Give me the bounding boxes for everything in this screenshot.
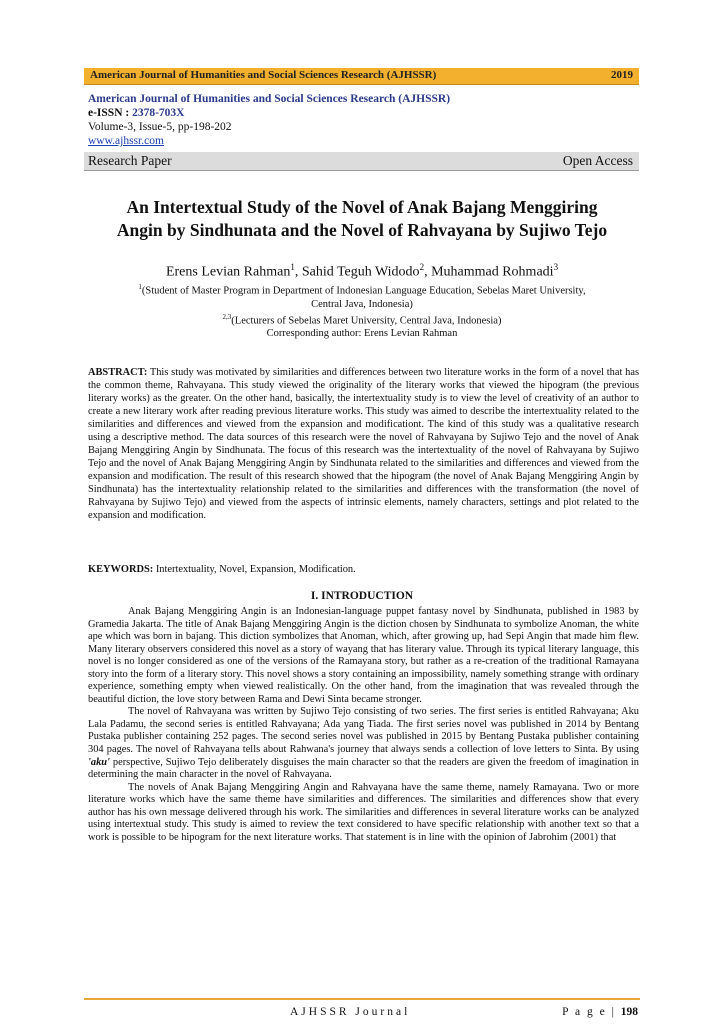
- affil-sup-1: 1: [138, 283, 142, 291]
- introduction-body: [88, 606, 639, 844]
- issn-label: e-ISSN :: [88, 107, 133, 119]
- header-journal-title: American Journal of Humanities and Social Sciences Research (AJHSSR): [90, 69, 437, 81]
- paragraph-2-part-b: perspective, Sujiwo Tejo deliberately disguises the main character so that the readers are given the freedom of imagination in determining the main character in the novel of Rahvayana.: [88, 756, 639, 781]
- paragraph-2-italic: 'aku': [88, 756, 110, 768]
- journal-website-link[interactable]: www.ajhssr.com: [88, 135, 164, 147]
- footer-divider: [84, 998, 640, 1000]
- paper-type: Research Paper: [88, 153, 172, 168]
- affiliations: [84, 281, 640, 340]
- footer-journal-name: AJHSSR Journal: [290, 1006, 411, 1018]
- keywords-text: Intertextuality, Novel, Expansion, Modification.: [153, 564, 356, 575]
- header-year: 2019: [611, 69, 633, 81]
- author-3: Muhammad Rohmadi: [431, 264, 554, 280]
- author-2-sup: 2: [419, 262, 425, 272]
- title-line-1: An Intertextual Study of the Novel of Anak Bajang Menggiring: [126, 197, 598, 217]
- author-3-sup: 3: [553, 262, 559, 272]
- section-heading-introduction: I. INTRODUCTION: [310, 590, 414, 602]
- paragraph-2-part-a: The novel of Rahvayana was written by Sujiwo Tejo consisting of two series. The first series is entitled Rahvayana; Aku Lala Padamu, the second series is entitled Rahvayana; Ada yang Tiada. The first series novel was published in 2014 by Bentang Pustaka publisher containing 252 pages. The second series novel was published in 2015 by Bentang Pustaka publisher containing 304 pages. The novel of Rahvayana tells about Rahwana's journey that always sends a collection of love letters to Sinta. By using: [88, 706, 639, 756]
- journal-info: [88, 92, 640, 148]
- paper-type-bar: [84, 152, 639, 171]
- issn-number: 2378-703X: [132, 107, 185, 119]
- paper-title: [84, 196, 640, 242]
- author-1-sup: 1: [290, 262, 295, 272]
- affil-line-2: Central Java, Indonesia): [311, 298, 413, 310]
- affil-sup-2: 2,3: [222, 312, 232, 321]
- paragraph-1: Anak Bajang Menggiring Angin is an Indonesian-language puppet fantasy novel by Sindhunata, published in 1983 by Gramedia Jakarta. The title of Anak Bajang Menggiring Angin is the diction chosen by Sindhunata to symbolize Anoman, the white ape which was born in bajang. This diction symbolizes that Anoman, which, after growing up, had Sepi Angin that made him flew. Many literary observers considered this novel as a story of wayang that has literary value. Through its typical literary language, this novel is no longer considered as one of the versions of the Ramayana story, but rather as a re-creation of the traditional Ramayana story into the form of a literary story. This novel shows a story containing an impossibility, namely something strange with ordinary experience, something empty when viewed realistically. On the other hand, from the imagination that was revealed through the beautiful diction, the love story between Rama and Dewi Sinta became stronger.: [88, 606, 639, 705]
- footer-page-label: P a g e |: [562, 1006, 621, 1018]
- affil-line-3: (Lecturers of Sebelas Maret University, Central Java, Indonesia): [231, 315, 502, 326]
- author-1: Erens Levian Rahman: [165, 264, 291, 280]
- keywords-label: KEYWORDS:: [88, 564, 154, 575]
- abstract-text: This study was motivated by similarities and differences between two literature works in the form of a novel that has the common theme, Rahvayana. This study viewed the originality of the literary works that viewed the hipogram (the previous literary works) as the greater. On the other hand, basically, the intertextuality study is to view the level of creativity of an author to create a new literary work after reading previous literature works. This study was aimed to describe the intertextuality related to the similarities and differences and viewed from the expansion and modificationt. The kind of this study was a qualitative research using a descriptive method. The data sources of this research were the novel of Rahvayana by Sujiwo Tejo and the novel of Anak Bajang Menggiring Angin by Sindhunata. The focus of this research was the intertextuality of the novel of Rahvayana by Sujiwo Tejo and the novel of Anak Bajang Menggiring Angin by Sindhunata related to the similarities and differences and viewed from the expansion and modification. The result of this research showed that the hipogram (the novel of Anak Bajang Menggiring Angin by Sindhunata) has the intertextuality relationship related to the similarities and differences with the transformation (the novel of Rahvayana by Sujiwo Tejo) and viewed from the aspects of intrinsic elements, namely characters, settings and plot related to the expansion and modification.: [88, 367, 639, 521]
- abstract-label: ABSTRACT:: [88, 367, 148, 378]
- paragraph-3: The novels of Anak Bajang Menggiring Angin and Rahvayana have the same theme, namely Ramayana. Two or more literature works which have the same theme have similarities and differences. The similarities and differences show that every author has his own message delivered through his work. The similarities and differences in several literature works can be analyzed using intertextual study. This study is aimed to review the text considered to have specific relationship with another text so that a work is possible to be hipogram for the next literature works. That statement is in line with the opinion of Jabrohim (2001) that: [88, 781, 639, 843]
- footer-page-number: 198: [620, 1006, 638, 1018]
- corresponding-author: Corresponding author: Erens Levian Rahman: [266, 328, 458, 339]
- author-list: Erens Levian Rahman$^1$, Sahid Teguh Widodo$^2$, Muhammad Rohmadi$^3$: [165, 262, 559, 280]
- title-line-2: Angin by Sindhunata and the Novel of Rahvayana by Sujiwo Tejo: [116, 220, 608, 240]
- paragraph-2: [88, 706, 639, 781]
- access-type: Open Access: [562, 153, 633, 168]
- journal-header-bar: [84, 68, 639, 85]
- issn-line: [88, 106, 640, 120]
- volume-info: Volume-3, Issue-5, pp-198-202: [88, 121, 232, 133]
- keywords: [88, 563, 639, 576]
- footer-page: [562, 1006, 638, 1018]
- journal-name: American Journal of Humanities and Social Sciences Research (AJHSSR): [88, 93, 451, 105]
- author-2: Sahid Teguh Widodo: [301, 264, 420, 280]
- affil-line-1: (Student of Master Program in Department of Indonesian Language Education, Sebelas Maret University,: [141, 285, 586, 297]
- abstract: [88, 366, 639, 522]
